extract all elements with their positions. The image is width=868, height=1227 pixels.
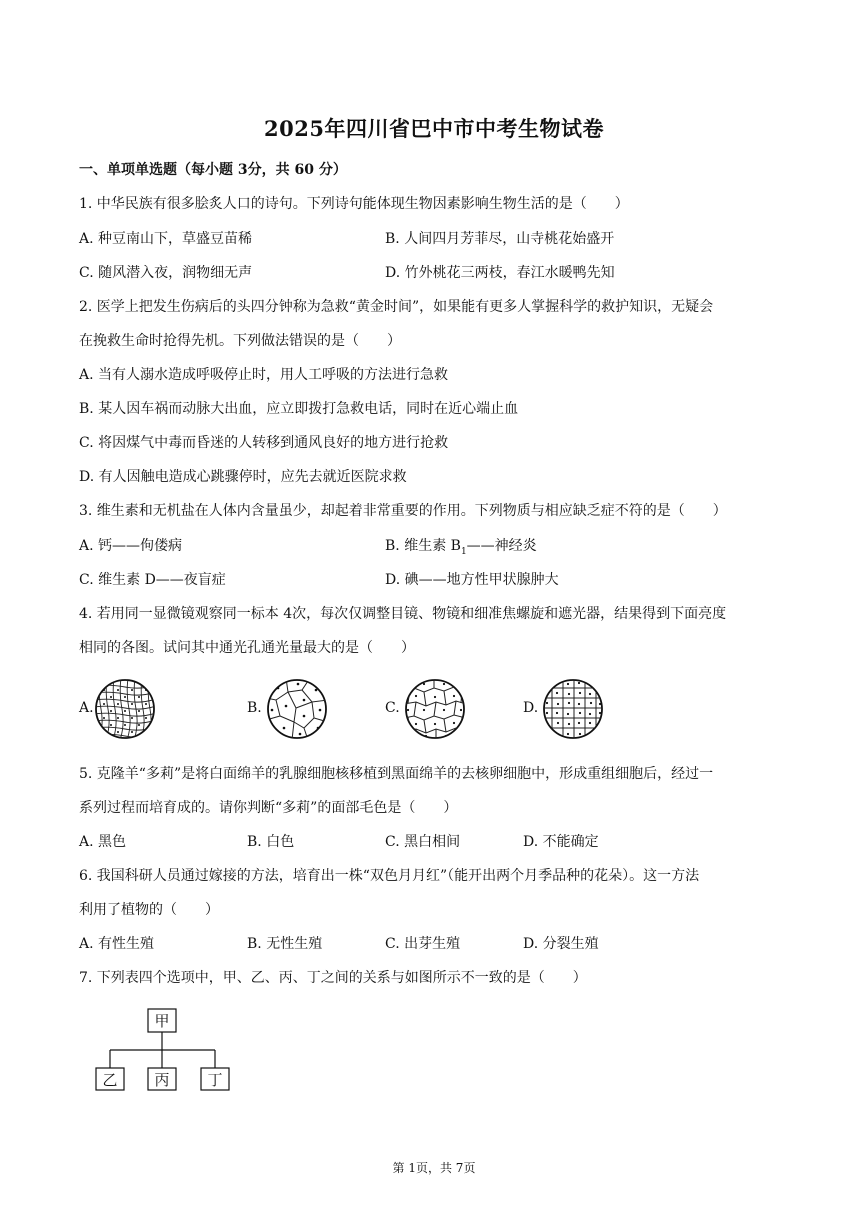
question-1-option-b: B. 人间四月芳菲尽，山寺桃花始盛开	[385, 231, 615, 247]
question-7-stem: 7. 下列表四个选项中，甲、乙、丙、丁之间的关系与如图所示不一致的是（ ）	[79, 970, 587, 986]
microscope-view-d	[542, 678, 604, 740]
question-3-option-a: A. 钙——佝偻病	[79, 538, 183, 554]
microscope-view-a	[94, 678, 156, 740]
page-footer: 第 1页，共 7页	[392, 1161, 476, 1175]
question-6-option-c: C. 出芽生殖	[385, 936, 461, 952]
microscope-view-c	[404, 678, 466, 740]
question-5-stem-line1: 5. 克隆羊“多莉”是将白面绵羊的乳腺细胞核移植到黑面绵羊的去核卵细胞中，形成重组细胞后，经过一	[79, 766, 714, 782]
question-3-option-d: D. 碘——地方性甲状腺肿大	[385, 572, 559, 588]
question-3-stem: 3. 维生素和无机盐在人体内含量虽少，却起着非常重要的作用。下列物质与相应缺乏症不符的是（ ）	[79, 503, 727, 519]
microscope-view-b	[266, 678, 328, 740]
question-4-label-d: D.	[523, 700, 539, 716]
question-2-stem-line1: 2. 医学上把发生伤病后的头四分钟称为急救“黄金时间”，如果能有更多人掌握科学的救护知识，无疑会	[79, 299, 714, 315]
question-4-label-b: B.	[247, 700, 262, 716]
question-2-option-a: A. 当有人溺水造成呼吸停止时，用人工呼吸的方法进行急救	[79, 367, 449, 383]
section-heading: 一、单项单选题（每小题 3分，共 60 分）	[79, 162, 347, 178]
question-6-option-a: A. 有性生殖	[79, 936, 155, 952]
question-5-option-a: A. 黑色	[79, 834, 127, 850]
hierarchy-diagram	[90, 1005, 235, 1093]
question-3-option-b	[385, 535, 537, 557]
question-3-option-c: C. 维生素 D——夜盲症	[79, 572, 226, 588]
question-6-stem-line1: 6. 我国科研人员通过嫁接的方法，培育出一株“双色月月红”（能开出两个月季品种的花朵）。这一方法	[79, 868, 700, 884]
question-1-stem: 1. 中华民族有很多脍炙人口的诗句。下列诗句能体现生物因素影响生物生活的是（ ）	[79, 196, 629, 212]
question-6-option-d: D. 分裂生殖	[523, 936, 599, 952]
question-6-stem-line2: 利用了植物的（ ）	[79, 902, 219, 918]
question-4-label-a: A.	[79, 700, 94, 716]
question-5-option-b: B. 白色	[247, 834, 295, 850]
question-2-option-c: C. 将因煤气中毒而昏迷的人转移到通风良好的地方进行抢救	[79, 435, 449, 451]
subscript: 1	[460, 546, 467, 557]
option-b-suffix: ——神经炎	[466, 538, 537, 554]
node-child-2-label: 丙	[154, 1071, 170, 1089]
question-2-stem-line2: 在挽救生命时抢得先机。下列做法错误的是（ ）	[79, 333, 401, 349]
node-child-3-label: 丁	[207, 1071, 223, 1089]
question-2-option-d: D. 有人因触电造成心跳骤停时，应先去就近医院求救	[79, 469, 407, 485]
node-child-1-label: 乙	[102, 1071, 118, 1089]
page-title: 2025年四川省巴中市中考生物试卷	[264, 116, 604, 141]
question-4-stem-line1: 4. 若用同一显微镜观察同一标本 4次，每次仅调整目镜、物镜和细准焦螺旋和遮光器，结果得到下面亮度	[79, 606, 727, 622]
question-1-option-a: A. 种豆南山下，草盛豆苗稀	[79, 231, 253, 247]
question-4-stem-line2: 相同的各图。试问其中通光孔通光量最大的是（ ）	[79, 640, 415, 656]
question-1-option-c: C. 随风潜入夜，润物细无声	[79, 265, 253, 281]
question-5-option-d: D. 不能确定	[523, 834, 599, 850]
question-2-option-b: B. 某人因车祸而动脉大出血，应立即拨打急救电话，同时在近心端止血	[79, 401, 519, 417]
question-5-stem-line2: 系列过程而培育成的。请你判断“多莉”的面部毛色是（ ）	[79, 800, 458, 816]
question-5-option-c: C. 黑白相间	[385, 834, 461, 850]
question-6-option-b: B. 无性生殖	[247, 936, 323, 952]
question-1-option-d: D. 竹外桃花三两枝，春江水暖鸭先知	[385, 265, 615, 281]
question-4-label-c: C.	[385, 700, 400, 716]
option-b-text: B. 维生素 B	[385, 538, 461, 554]
node-top-label: 甲	[154, 1012, 170, 1030]
